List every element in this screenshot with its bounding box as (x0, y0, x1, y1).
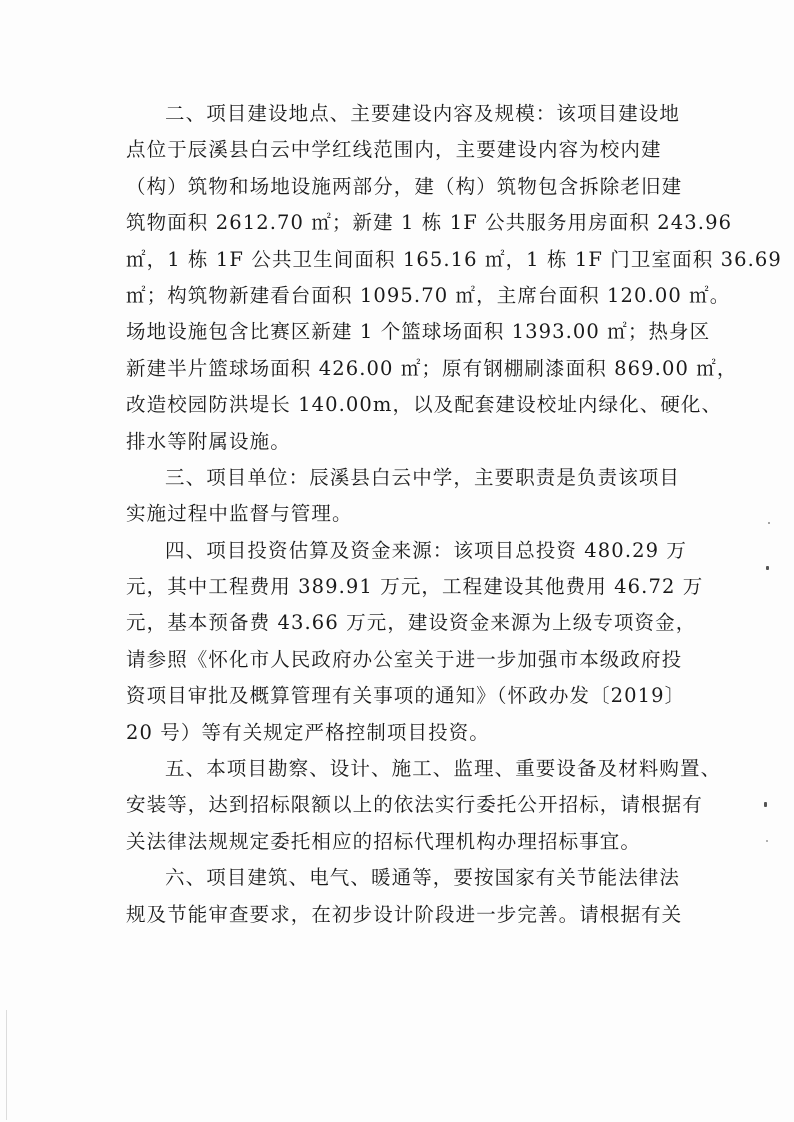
text-line: 安装等，达到招标限额以上的依法实行委托公开招标，请根据有 (126, 793, 703, 817)
text-line: 点位于辰溪县白云中学红线范围内，主要建设内容为校内建 (126, 138, 662, 162)
text-line: 关法律法规规定委托相应的招标代理机构办理招标事宜。 (126, 829, 642, 853)
text-line: （构）筑物和场地设施两部分，建（构）筑物包含拆除老旧建 (126, 174, 683, 198)
text-line: 元，其中工程费用 389.91 万元，工程建设其他费用 46.72 万 (126, 575, 704, 599)
text-line: 六、项目建筑、电气、暖通等，要按国家有关节能法律法 (165, 866, 681, 890)
paragraph-section-2 (126, 96, 782, 460)
text-line: ㎡；构筑物新建看台面积 1095.70 ㎡，主席台面积 120.00 ㎡。 (126, 283, 731, 307)
document-body (126, 96, 782, 933)
scan-speck (768, 522, 770, 524)
scan-speck (766, 840, 768, 842)
text-line: 新建半片篮球场面积 426.00 ㎡；原有钢棚刷漆面积 869.00 ㎡， (126, 356, 738, 380)
paragraph-section-4 (126, 533, 716, 751)
text-line: 排水等附属设施。 (126, 429, 291, 453)
scan-speck (766, 566, 769, 570)
scan-edge-line (6, 1010, 7, 1120)
text-line: 规及节能审查要求，在初步设计阶段进一步完善。请根据有关 (126, 902, 683, 926)
text-line: 场地设施包含比赛区新建 1 个篮球场面积 1393.00 ㎡；热身区 (126, 320, 711, 344)
paragraph-section-6 (126, 860, 716, 933)
text-line: 改造校园防洪堤长 140.00m，以及配套建设校址内绿化、硬化、 (126, 393, 723, 417)
text-line: 筑物面积 2612.70 ㎡；新建 1 栋 1F 公共服务用房面积 243.96 (126, 211, 733, 235)
paragraph-section-3 (126, 460, 716, 533)
text-line: 三、项目单位：辰溪县白云中学，主要职责是负责该项目 (165, 465, 681, 489)
text-line: 20 号）等有关规定严格控制项目投资。 (126, 720, 490, 744)
text-line: 二、项目建设地点、主要建设内容及规模：该项目建设地 (165, 102, 681, 125)
text-line: 实施过程中监督与管理。 (126, 502, 353, 526)
text-line: 资项目审批及概算管理有关事项的通知》（怀政办发〔2019〕 (126, 684, 686, 708)
text-line: ㎡，1 栋 1F 公共卫生间面积 165.16 ㎡，1 栋 1F 门卫室面积 36.69 (126, 247, 782, 271)
text-line: 四、项目投资估算及资金来源：该项目总投资 480.29 万 (165, 538, 688, 562)
text-line: 请参照《怀化市人民政府办公室关于进一步加强市本级政府投 (126, 647, 683, 671)
text-line: 五、本项目勘察、设计、施工、监理、重要设备及材料购置、 (165, 757, 722, 781)
scan-speck (764, 802, 767, 807)
paragraph-section-5 (126, 751, 722, 860)
text-line: 元，基本预备费 43.66 万元，建设资金来源为上级专项资金， (126, 611, 697, 635)
